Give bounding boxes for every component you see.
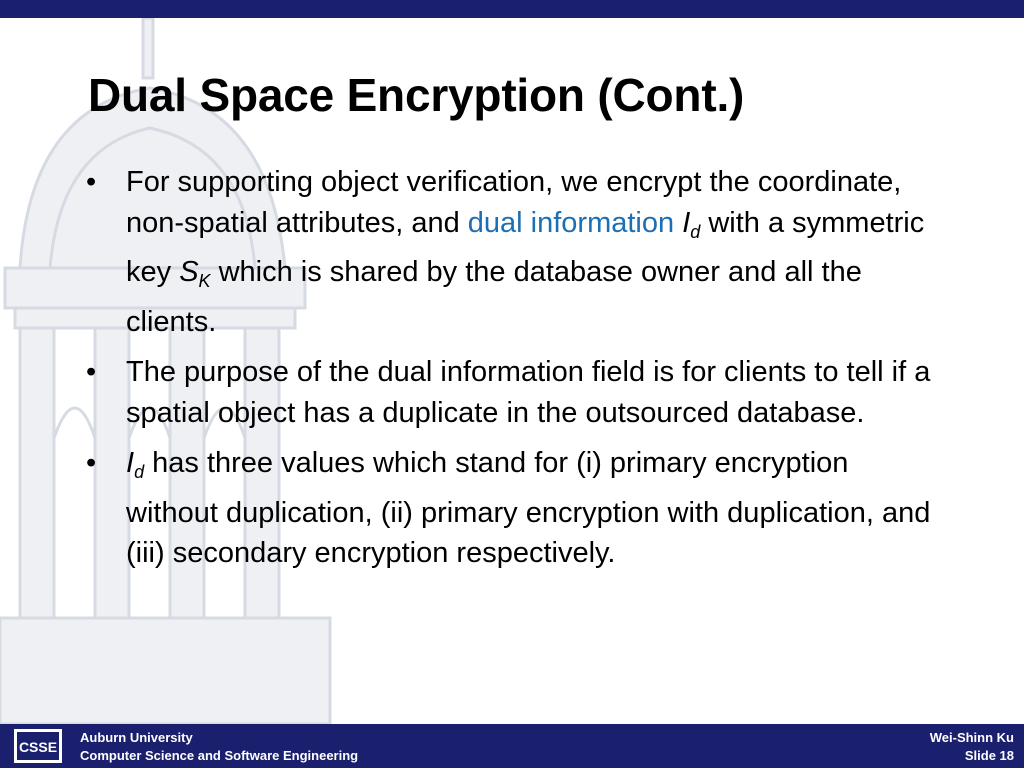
footer-author: Wei-Shinn Ku xyxy=(929,730,1014,745)
bullet-item xyxy=(82,352,940,433)
footer-affiliation xyxy=(80,729,358,765)
variable-subscript: d xyxy=(690,221,701,242)
bullet-text: which is shared by the database owner and all the clients. xyxy=(126,256,862,338)
bullet-item xyxy=(82,443,940,574)
footer-bar xyxy=(0,724,1024,768)
footer-slide-number: Slide 18 xyxy=(964,748,1014,763)
bullet-icon: • xyxy=(86,447,97,479)
bullet-icon: • xyxy=(86,356,97,388)
bullet-icon: • xyxy=(86,166,97,198)
csse-logo-icon xyxy=(14,729,62,763)
variable-symbol: I xyxy=(126,447,135,479)
footer-university: Auburn University xyxy=(80,730,193,745)
logo-text: CSSE xyxy=(18,739,58,755)
variable-symbol: S xyxy=(179,256,199,288)
variable-subscript: d xyxy=(134,462,145,482)
footer-author-slide xyxy=(930,729,1014,765)
variable-symbol: I xyxy=(682,206,691,239)
bullet-text: with a symmetric key xyxy=(126,206,925,288)
slide-title: Dual Space Encryption (Cont.) xyxy=(88,69,745,121)
top-bar xyxy=(0,0,1024,18)
bullet-text: For supporting object verification, we encrypt the coordinate, non-spatial attributes, and xyxy=(126,166,902,239)
bullet-text: has three values which stand for (i) primary encryption without duplication, (ii) primary encryption with duplication, and (iii) secondary encryption respectively. xyxy=(126,447,931,569)
bullet-list xyxy=(82,162,940,584)
highlighted-term: dual information xyxy=(467,206,675,239)
footer-department: Computer Science and Software Engineering xyxy=(80,748,359,763)
bullet-text: The purpose of the dual information field is for clients to tell if a spatial object has a duplicate in the outsourced database. xyxy=(126,356,931,429)
variable-subscript: K xyxy=(198,271,211,291)
bullet-item xyxy=(82,162,940,342)
bullet-text xyxy=(674,207,682,239)
